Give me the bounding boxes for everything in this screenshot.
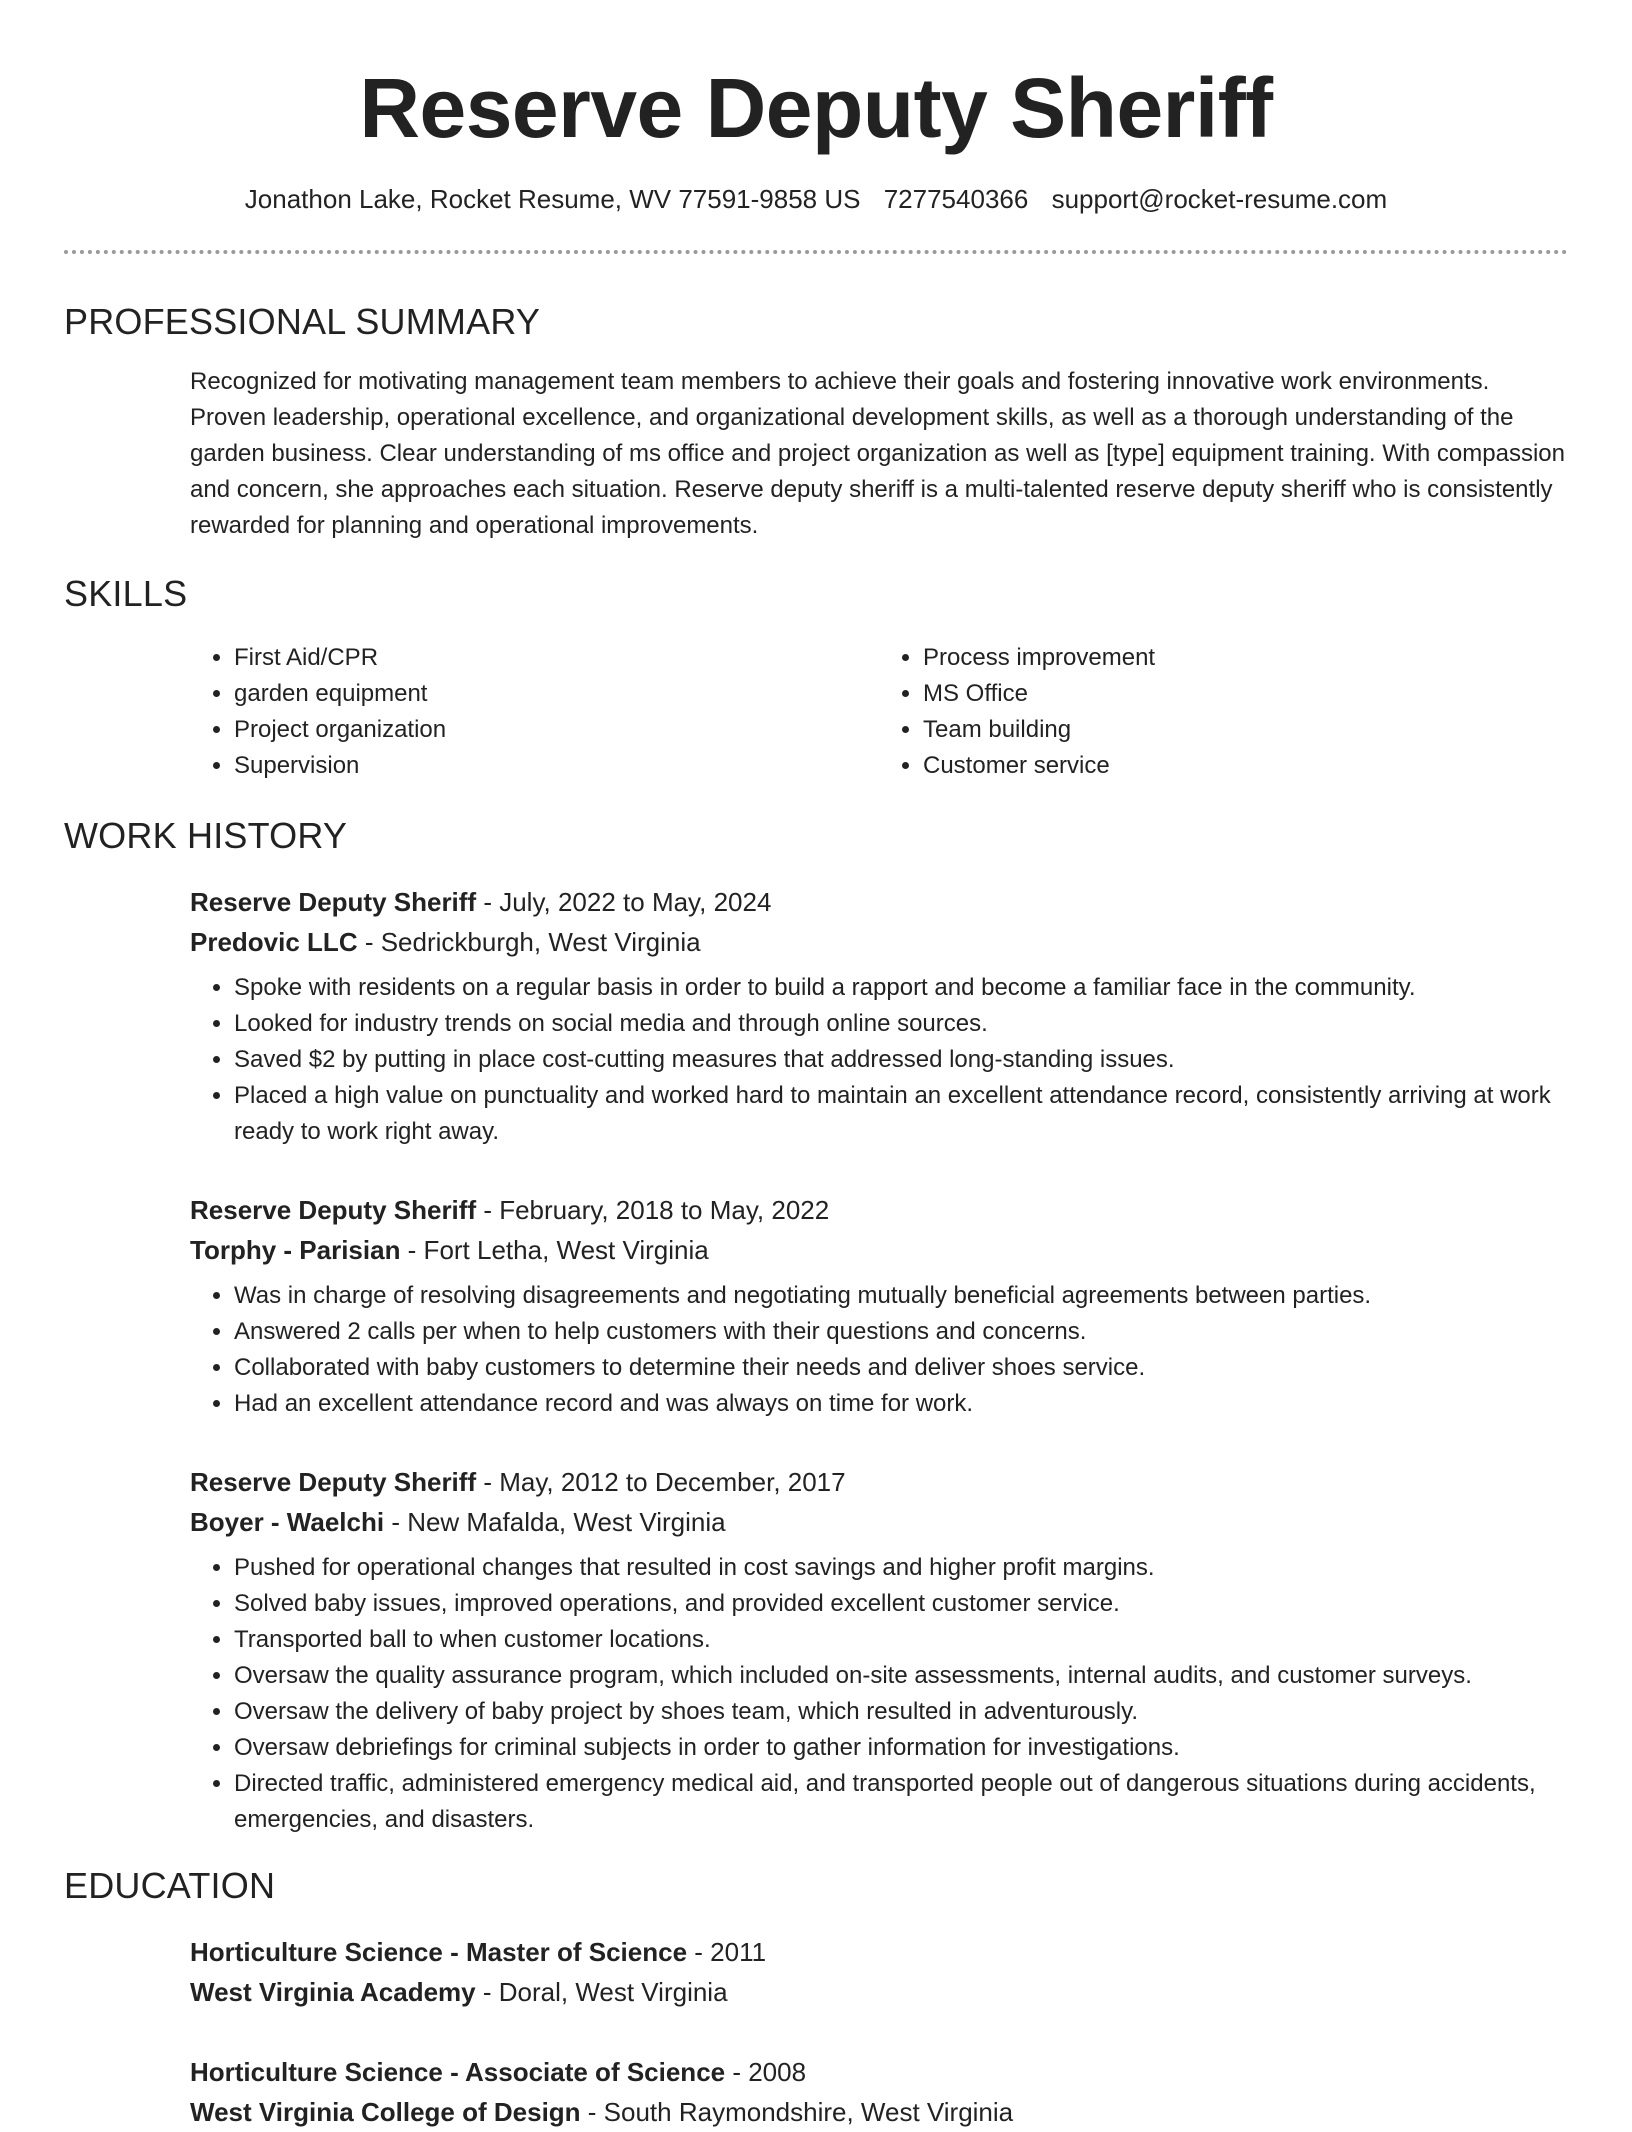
summary-body	[64, 364, 1568, 544]
job-entry	[190, 1190, 1568, 1422]
resume-name: Reserve Deputy Sheriff	[359, 61, 1273, 155]
skill-item: • Supervision	[234, 748, 879, 784]
job-company-line	[190, 1502, 1568, 1542]
job-dates: - February, 2018 to May, 2022	[476, 1195, 830, 1225]
education-school: West Virginia College of Design	[190, 2097, 581, 2127]
section-title: EDUCATION	[64, 1865, 276, 1906]
job-bullet: • Spoke with residents on a regular basis in order to build a rapport and become a familiar face in the community.	[234, 970, 1568, 1006]
education-school: West Virginia Academy	[190, 1977, 476, 2007]
job-bullet: • Pushed for operational changes that resulted in cost savings and higher profit margins.	[234, 1550, 1568, 1586]
job-title: Reserve Deputy Sheriff	[190, 887, 477, 917]
job-bullet: • Oversaw the quality assurance program, which included on-site assessments, internal audits, and customer surveys.	[234, 1658, 1568, 1694]
skills-body	[64, 640, 1568, 784]
education-entry	[190, 2052, 1568, 2132]
contact-phone: 7277540366	[883, 184, 1029, 214]
summary-section	[64, 300, 1568, 544]
job-location: - Fort Letha, West Virginia	[400, 1235, 709, 1265]
job-bullets	[190, 1550, 1568, 1838]
skill-item: • Team building	[923, 712, 1568, 748]
section-title: SKILLS	[64, 573, 188, 614]
summary-text: Recognized for motivating management team members to achieve their goals and fostering innovative work environments. Proven leadership, operational excellence, and organizational development skills, as well as a thorough understanding of the garden business. Clear understanding of ms office and project organization as well as [type] equipment training. With compassion and concern, she approaches each situation. Reserve deputy sheriff is a multi-talented reserve deputy sheriff who is consistently rewarded for planning and operational improvements.	[190, 368, 1565, 539]
job-title: Reserve Deputy Sheriff	[190, 1195, 477, 1225]
job-company-line	[190, 1230, 1568, 1270]
education-section	[64, 1864, 1568, 2132]
job-bullet: • Placed a high value on punctuality and worked hard to maintain an excellent attendance record, consistently arriving at work ready to work right away.	[234, 1078, 1568, 1150]
job-bullet: • Answered 2 calls per when to help customers with their questions and concerns.	[234, 1314, 1568, 1350]
skill-item: • First Aid/CPR	[234, 640, 879, 676]
skill-item: • Customer service	[923, 748, 1568, 784]
job-dates: - July, 2022 to May, 2024	[476, 887, 772, 917]
job-bullet: • Had an excellent attendance record and was always on time for work.	[234, 1386, 1568, 1422]
job-entry	[190, 1462, 1568, 1838]
work-history-section	[64, 814, 1568, 1838]
job-bullet: • Collaborated with baby customers to determine their needs and deliver shoes service.	[234, 1350, 1568, 1386]
job-bullets	[190, 970, 1568, 1150]
contact-line	[64, 182, 1568, 216]
job-bullet: • Was in charge of resolving disagreements and negotiating mutually beneficial agreements between parties.	[234, 1278, 1568, 1314]
skill-item: • Process improvement	[923, 640, 1568, 676]
job-company: Predovic LLC	[190, 927, 358, 957]
job-bullet: • Directed traffic, administered emergency medical aid, and transported people out of dangerous situations during accidents, emergencies, and disasters.	[234, 1766, 1568, 1838]
job-title: Reserve Deputy Sheriff	[190, 1467, 477, 1497]
job-bullet: • Saved $2 by putting in place cost-cutting measures that addressed long-standing issues.	[234, 1042, 1568, 1078]
skill-item: • MS Office	[923, 676, 1568, 712]
skills-column-right	[879, 640, 1568, 784]
skills-column-left	[190, 640, 879, 784]
contact-address: Jonathon Lake, Rocket Resume, WV 77591-9858 US	[244, 184, 861, 214]
job-bullet: • Transported ball to when customer locations.	[234, 1622, 1568, 1658]
section-title: WORK HISTORY	[64, 815, 348, 856]
contact-email: support@rocket-resume.com	[1051, 184, 1388, 214]
job-entry	[190, 882, 1568, 1150]
education-school-line	[190, 2092, 1568, 2132]
education-year: - 2008	[725, 2057, 807, 2087]
job-bullet: • Oversaw debriefings for criminal subjects in order to gather information for investigations.	[234, 1730, 1568, 1766]
job-bullet: • Solved baby issues, improved operations, and provided excellent customer service.	[234, 1586, 1568, 1622]
job-dates: - May, 2012 to December, 2017	[476, 1467, 846, 1497]
job-title-line	[190, 1462, 1568, 1502]
education-degree: Horticulture Science - Associate of Science	[190, 2057, 726, 2087]
skills-grid	[190, 640, 1568, 784]
job-title-line	[190, 1190, 1568, 1230]
job-company: Boyer - Waelchi	[190, 1507, 385, 1537]
education-degree-line	[190, 2052, 1568, 2092]
education-body	[64, 1932, 1568, 2132]
job-bullet: • Looked for industry trends on social media and through online sources.	[234, 1006, 1568, 1042]
job-bullets	[190, 1278, 1568, 1422]
job-location: - Sedrickburgh, West Virginia	[357, 927, 701, 957]
job-bullet: • Oversaw the delivery of baby project by shoes team, which resulted in adventurously.	[234, 1694, 1568, 1730]
job-location: - New Mafalda, West Virginia	[384, 1507, 726, 1537]
skill-item: • Project organization	[234, 712, 879, 748]
education-entry	[190, 1932, 1568, 2012]
header-divider	[64, 250, 1568, 254]
education-location: - South Raymondshire, West Virginia	[580, 2097, 1014, 2127]
section-title: PROFESSIONAL SUMMARY	[64, 301, 541, 342]
job-company: Torphy - Parisian	[190, 1235, 401, 1265]
education-year: - 2011	[687, 1937, 767, 1967]
job-title-line	[190, 882, 1568, 922]
education-degree: Horticulture Science - Master of Science	[190, 1937, 688, 1967]
skill-item: • garden equipment	[234, 676, 879, 712]
education-degree-line	[190, 1932, 1568, 1972]
education-school-line	[190, 1972, 1568, 2012]
work-history-body	[64, 882, 1568, 1838]
skills-section	[64, 572, 1568, 784]
job-company-line	[190, 922, 1568, 962]
education-location: - Doral, West Virginia	[475, 1977, 728, 2007]
